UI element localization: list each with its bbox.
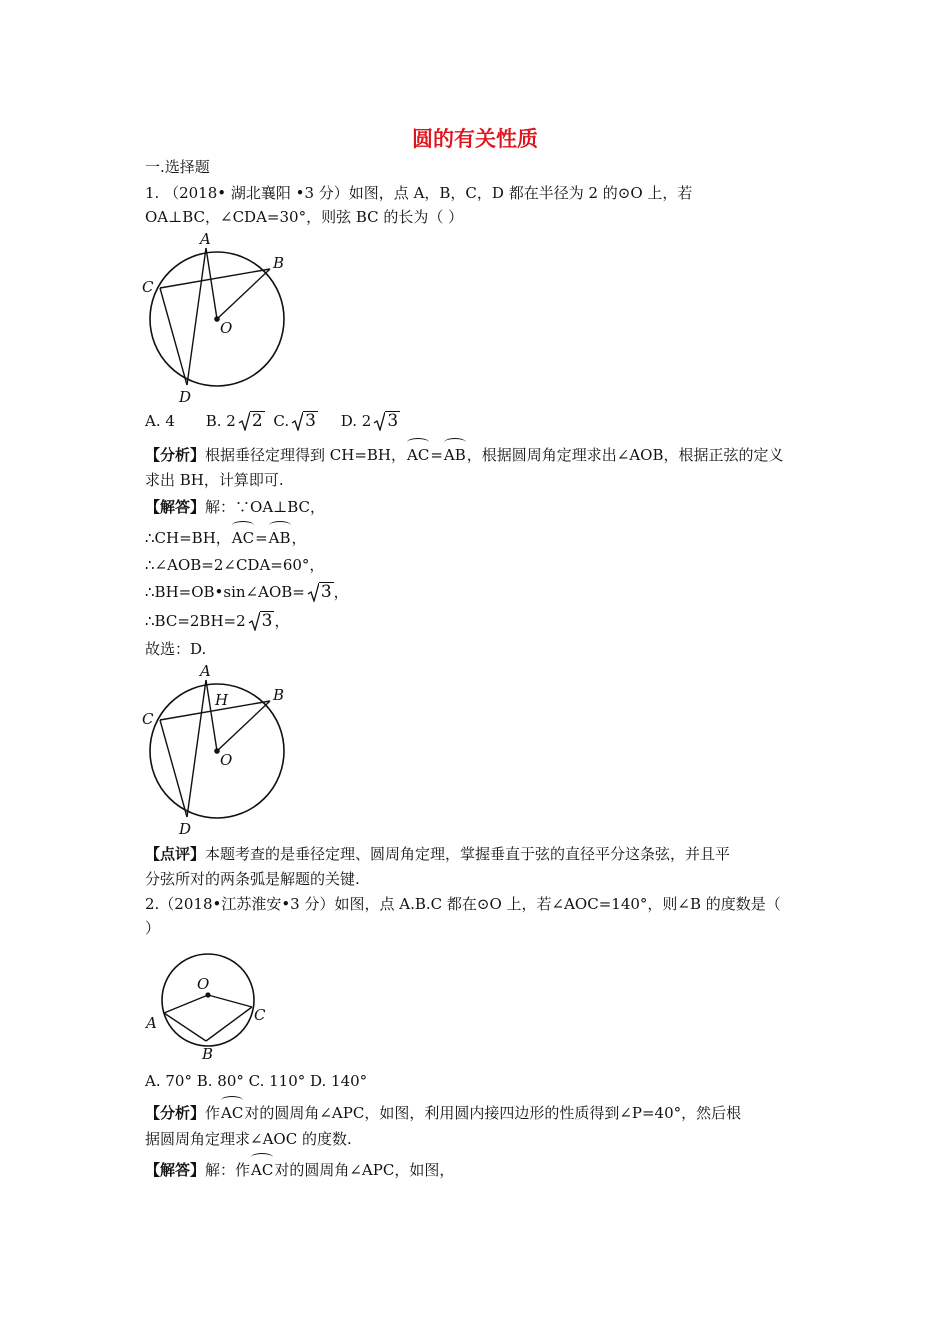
arc-ac: AC bbox=[407, 443, 429, 465]
q1-solution-figure bbox=[140, 660, 300, 838]
q1-stem-line-2: OA⊥BC，∠CDA=30°，则弦 BC 的长为（ ） bbox=[145, 208, 464, 226]
q1s-label-h: H bbox=[215, 691, 229, 709]
q1-answer-line-2: ∴CH=BH，AC=AB， bbox=[145, 526, 307, 548]
q1-option-b: B. 2 2 bbox=[205, 411, 263, 431]
arc-ab: AB bbox=[269, 526, 291, 548]
q1-label-o: O bbox=[220, 319, 233, 337]
q2-circle-figure bbox=[140, 940, 280, 1065]
q1s-label-b: B bbox=[273, 686, 285, 704]
q2-options: A. 70° B. 80° C. 110° D. 140° bbox=[145, 1072, 368, 1090]
q1-label-c: C bbox=[142, 278, 154, 296]
arc-ab: AB bbox=[444, 443, 466, 465]
q1-stem-line-1: 1. （2018• 湖北襄阳 •3 分）如图，点 A，B，C，D 都在半径为 2 的⊙O 上，若 bbox=[145, 184, 693, 202]
sqrt-symbol: 3 bbox=[373, 411, 400, 431]
q1-option-a: A. 4 bbox=[145, 412, 175, 430]
q2-label-b: B bbox=[202, 1045, 214, 1063]
comment-tag: 【点评】 bbox=[145, 845, 206, 863]
q1-answer-line-3: ∴∠AOB=2∠CDA=60°， bbox=[145, 556, 325, 574]
q1-answer-line-4: ∴BH=OB•sin∠AOB= 3 ， bbox=[145, 582, 349, 602]
sqrt-symbol: 3 bbox=[291, 411, 318, 431]
q1-label-b: B bbox=[273, 254, 285, 272]
answer-tag: 【解答】 bbox=[145, 498, 206, 516]
q1-option-c: C. 3 bbox=[273, 411, 316, 431]
analysis-tag: 【分析】 bbox=[145, 446, 206, 464]
q1-analysis-line-1: 【分析】根据垂径定理得到 CH=BH，AC=AB，根据圆周角定理求出∠AOB，根据正弦的定义 bbox=[145, 443, 784, 465]
q1s-label-d: D bbox=[179, 820, 192, 838]
arc-ac: AC bbox=[221, 1101, 243, 1123]
arc-ac: AC bbox=[251, 1158, 273, 1180]
sqrt-symbol: 3 bbox=[248, 611, 275, 631]
q2-analysis-line-1: 【分析】作AC对的圆周角∠APC，如图，利用圆内接四边形的性质得到∠P=40°，然后根 bbox=[145, 1101, 741, 1123]
page-title: 圆的有关性质 bbox=[412, 127, 538, 151]
sqrt-symbol: 3 bbox=[307, 582, 334, 602]
q2-label-o: O bbox=[197, 975, 210, 993]
q2-analysis-line-2: 据圆周角定理求∠AOC 的度数. bbox=[145, 1130, 352, 1148]
analysis-tag: 【分析】 bbox=[145, 1104, 206, 1122]
q2-label-a: A bbox=[146, 1014, 157, 1032]
q1s-label-c: C bbox=[142, 710, 154, 728]
q2-stem-line-2: ） bbox=[145, 919, 161, 937]
q1-answer-line-6: 故选：D. bbox=[145, 640, 207, 658]
answer-tag: 【解答】 bbox=[145, 1161, 206, 1179]
q1s-label-o: O bbox=[220, 751, 233, 769]
q2-stem-line-1: 2.（2018•江苏淮安•3 分）如图，点 A.B.C 都在⊙O 上，若∠AOC=140°，则∠B 的度数是（ bbox=[145, 895, 781, 913]
q1-circle-figure bbox=[140, 228, 300, 406]
sqrt-symbol: 2 bbox=[238, 411, 265, 431]
section-heading: 一.选择题 bbox=[145, 158, 210, 176]
q1-option-d: D. 2 3 bbox=[340, 411, 399, 431]
q2-label-c: C bbox=[254, 1006, 266, 1024]
q1-analysis-line-2: 求出 BH，计算即可. bbox=[145, 471, 284, 489]
q1-comment-line-2: 分弦所对的两条弧是解题的关键. bbox=[145, 870, 360, 888]
q1s-label-a: A bbox=[200, 662, 211, 680]
q1-label-a: A bbox=[200, 230, 211, 248]
q2-answer-line-1: 【解答】解：作AC对的圆周角∠APC，如图， bbox=[145, 1158, 454, 1180]
q1-label-d: D bbox=[179, 388, 192, 406]
arc-ac: AC bbox=[232, 526, 254, 548]
q1-options bbox=[145, 411, 400, 431]
q1-answer-line-5: ∴BC=2BH=2 3 ， bbox=[145, 611, 290, 631]
q1-answer-line-1: 【解答】解：∵OA⊥BC， bbox=[145, 498, 326, 516]
q1-comment-line-1: 【点评】本题考查的是垂径定理、圆周角定理，掌握垂直于弦的直径平分这条弦，并且平 bbox=[145, 845, 731, 863]
